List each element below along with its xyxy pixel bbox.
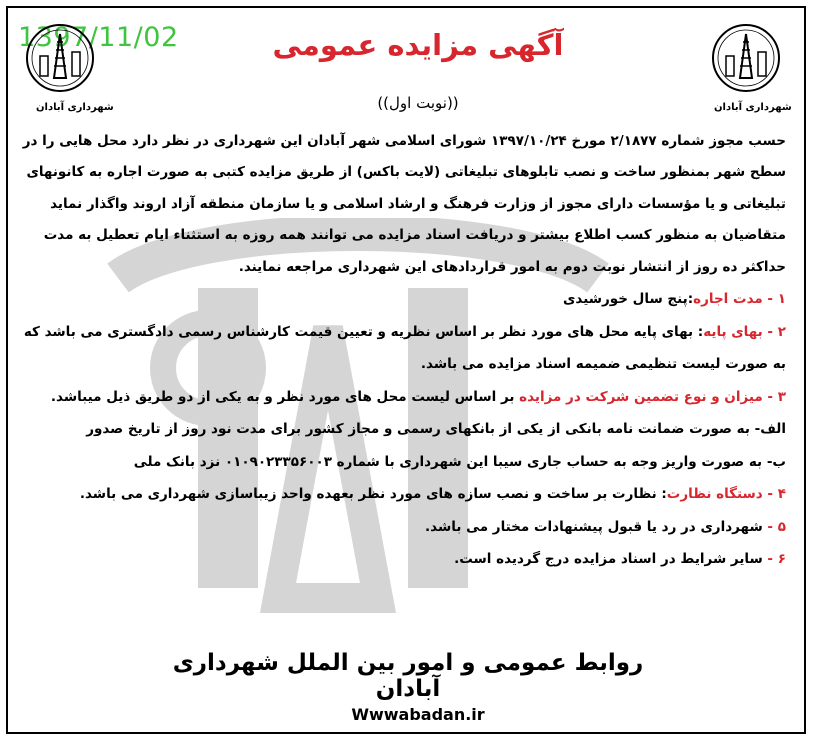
item-text: : بهای پایه محل های مورد نظر بر اساس نظریه و تعیین قیمت کارشناس رسمی دادگستری می باشد که به صورت لیست تنظیمی ضمیمه اسناد مزایده می باشد. (23, 323, 786, 373)
list-item (14, 478, 786, 511)
list-item (14, 283, 786, 316)
advertisement-frame (6, 6, 806, 734)
item-text: ب- به صورت واریز وجه به حساب جاری سیبا این شهرداری با شماره ۰۱۰۹۰۲۳۳۵۶۰۰۳ نزد بانک ملی (133, 453, 786, 470)
item-number: ۳ - (762, 388, 786, 405)
list-item (14, 413, 786, 446)
page-subtitle: ((نوبت اول)) (377, 94, 459, 112)
item-text: : نظارت بر ساخت و نصب سازه های مورد نظر بعهده واحد زیباسازی شهرداری می باشد. (79, 486, 667, 503)
item-label: بهای پایه (703, 323, 763, 340)
list-item (14, 543, 786, 576)
item-number: ۱ - (762, 291, 786, 308)
item-text: :پنج سال خورشیدی (563, 291, 694, 308)
municipality-logo-right (706, 22, 786, 94)
page-title: آگهی مزایده عمومی (272, 28, 564, 62)
item-text: شهرداری در رد یا قبول پیشنهادات مختار می باشد. (425, 518, 763, 535)
item-text: الف- به صورت ضمانت نامه بانکی از یکی از بانکهای رسمی و مجاز کشور برای مدت نود روز از تاریخ صدور (86, 421, 786, 438)
logo-caption-right: شهرداری آبادان (714, 102, 792, 113)
item-number: ۴ - (762, 486, 786, 503)
item-number: ۵ - (762, 518, 786, 535)
footer-title: روابط عمومی و امور بین الملل شهرداری آبادان (172, 650, 644, 702)
item-number: ۶ - (762, 551, 786, 568)
item-label: مدت اجاره (693, 291, 763, 308)
announcement-body (14, 126, 786, 576)
logo-caption-left: شهرداری آبادان (36, 102, 114, 113)
intro-paragraph: حسب مجوز شماره ۲/۱۸۷۷ مورخ ۱۳۹۷/۱۰/۲۴ شورای اسلامی شهر آبادان این شهرداری در نظر دارد محل هایی را در سطح شهر بمنظور ساخت و نصب تابلوهای تبلیغاتی (لایت باکس) از طریق مزایده کتبی به صورت اجاره به کانونهای تبلیغاتی و یا مؤسسات دارای مجوز از وزارت فرهنگ و ارشاد اسلامی و یا سازمان منطقه آزاد اروند واگذار نماید متقاضیان به منظور کسب اطلاع بیشتر و دریافت اسناد مزایده می توانند همه روزه به استثناء ایام تعطیل به مدت حداکثر ده روز از انتشار نوبت دوم به امور قراردادهای این شهرداری مراجعه نمایند. (22, 133, 786, 275)
list-item (14, 511, 786, 544)
municipality-emblem-icon (710, 22, 782, 94)
item-text: سایر شرایط در اسناد مزایده درج گردیده است. (454, 551, 763, 568)
item-text: بر اساس لیست محل های مورد نظر و به یکی از دو طریق ذیل میباشد. (50, 388, 520, 405)
item-number: ۲ - (762, 323, 786, 340)
item-label: میزان و نوع تضمین شرکت در مزایده (519, 388, 763, 405)
item-label: دستگاه نظارت (666, 486, 763, 503)
website-link[interactable]: Wwwabadan.ir (351, 705, 485, 724)
municipality-logo-left (20, 22, 100, 94)
list-item (14, 381, 786, 414)
list-item (14, 446, 786, 479)
date-stamp: 1397/11/02 (18, 22, 179, 53)
municipality-emblem-icon (24, 22, 96, 94)
list-item (14, 316, 786, 381)
